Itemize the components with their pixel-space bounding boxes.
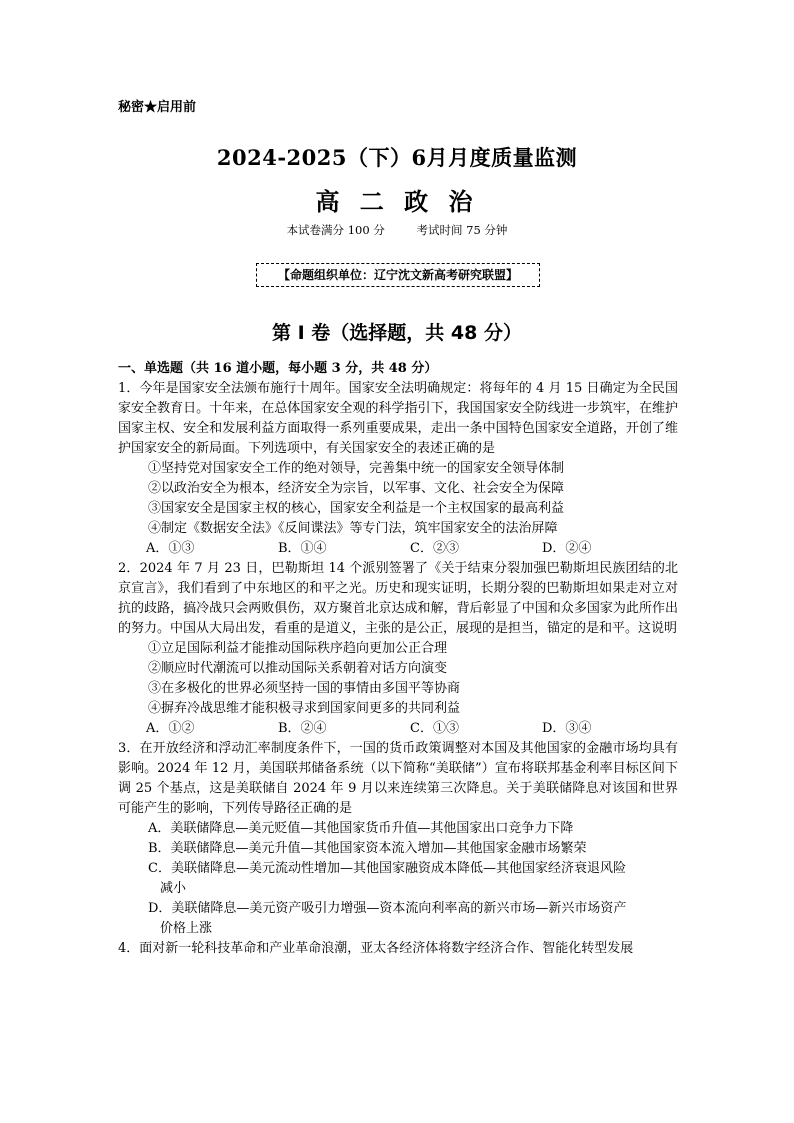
choice-d: D．③④ <box>542 721 592 736</box>
exam-time: 考试时间 75 分钟 <box>416 223 508 237</box>
statement-item: ④制定《数据安全法》《反间谍法》等专门法，筑牢国家安全的法治屏障 <box>148 521 558 536</box>
question-3 <box>118 739 678 939</box>
statement-item: ②顺应时代潮流可以推动国际关系朝着对话方向演变 <box>148 661 448 676</box>
part-title: 第 I 卷（选择题，共 48 分） <box>272 322 522 344</box>
option-b: B．美联储降息—美元升值—其他国家资本流入增加—其他国家金融市场繁荣 <box>148 841 587 856</box>
question-4 <box>118 939 678 959</box>
exam-meta <box>0 222 794 238</box>
question-stem: 3．在开放经济和浮动汇率制度条件下，一国的货币政策调整对本国及其他国家的金融市场均具有影响。2024 年 12 月，美国联邦储备系统（以下简称“美联储”）宣布将联邦基金利率目标区间下调 25 个基点，这是美联储自 2024 年 9 月以来连续第三次降息。关于美联储降息对该国和世界可能产生的影响，下列传导路径正确的是 <box>118 741 678 816</box>
option-a: A．美联储降息—美元贬值—其他国家货币升值—其他国家出口竞争力下降 <box>148 821 574 836</box>
option-c-line2: 减小 <box>160 881 187 896</box>
confidential-label: 秘密★启用前 <box>118 100 197 115</box>
questions-body <box>118 359 678 959</box>
option-c <box>118 859 678 899</box>
statement-item: ①立足国际利益才能推动国际秩序趋向更加公正合理 <box>148 641 448 656</box>
statement-item: ④摒弃冷战思维才能积极寻求到国家间更多的共同利益 <box>148 701 461 716</box>
question-2 <box>118 559 678 739</box>
subject-title: 高 二 政 治 <box>315 187 479 216</box>
answer-choices <box>118 539 678 559</box>
section-title: 一、单选题（共 16 道小题，每小题 3 分，共 48 分） <box>118 361 438 376</box>
answer-choices <box>118 719 678 739</box>
full-score: 本试卷满分 100 分 <box>286 223 385 237</box>
option-c-line1: C．美联储降息—美元流动性增加—其他国家融资成本降低—其他国家经济衰退风险 <box>148 861 626 876</box>
question-stem: 4．面对新一轮科技革命和产业革命浪潮，亚太各经济体将数字经济合作、智能化转型发展 <box>118 941 634 956</box>
statement-item: ③在多极化的世界必须坚持一国的事情由多国平等协商 <box>148 681 461 696</box>
choice-a: A．①② <box>146 721 195 736</box>
option-d-line1: D．美联储降息—美元资产吸引力增强—资本流向利率高的新兴市场—新兴市场资产 <box>148 901 627 916</box>
choice-c: C．①③ <box>410 721 459 736</box>
question-stem: 2．2024 年 7 月 23 日，巴勒斯坦 14 个派别签署了《关于结束分裂加强巴勒斯坦民族团结的北京宣言》，我们看到了中东地区的和平之光。历史和现实证明，长期分裂的巴勒斯坦如果走对立对抗的歧路，搞冷战只会两败俱伤，双方聚首北京达成和解，背后彰显了中国和众多国家为此所作出的努力。中国从大局出发，看重的是道义，主张的是公正，展现的是担当，锚定的是和平。这说明 <box>118 561 678 636</box>
choice-b: B．①④ <box>278 541 327 556</box>
choice-b: B．②④ <box>278 721 327 736</box>
option-d <box>118 899 678 939</box>
organizer-box: 【命题组织单位：辽宁沈文新高考研究联盟】 <box>256 263 540 287</box>
choice-d: D．②④ <box>542 541 592 556</box>
statement-item: ③国家安全是国家主权的核心，国家安全利益是一个主权国家的最高利益 <box>148 501 565 516</box>
choice-a: A．①③ <box>146 541 195 556</box>
question-stem: 1．今年是国家安全法颁布施行十周年。国家安全法明确规定：将每年的 4 月 15 日确定为全民国家安全教育日。十年来，在总体国家安全观的科学指引下，我国国家安全防线进一步筑牢，在维护国家主权、安全和发展利益方面取得一系列重要成果，走出一条中国特色国家安全道路，开创了维护国家安全的新局面。下列选项中，有关国家安全的表述正确的是 <box>118 381 678 456</box>
statement-item: ②以政治安全为根本，经济安全为宗旨，以军事、文化、社会安全为保障 <box>148 481 565 496</box>
exam-title: 2024-2025（下）6月月度质量监测 <box>216 145 578 170</box>
question-1 <box>118 379 678 559</box>
choice-c: C．②③ <box>410 541 459 556</box>
statement-item: ①坚持党对国家安全工作的绝对领导，完善集中统一的国家安全领导体制 <box>148 461 565 476</box>
option-d-line2: 价格上涨 <box>160 921 213 936</box>
